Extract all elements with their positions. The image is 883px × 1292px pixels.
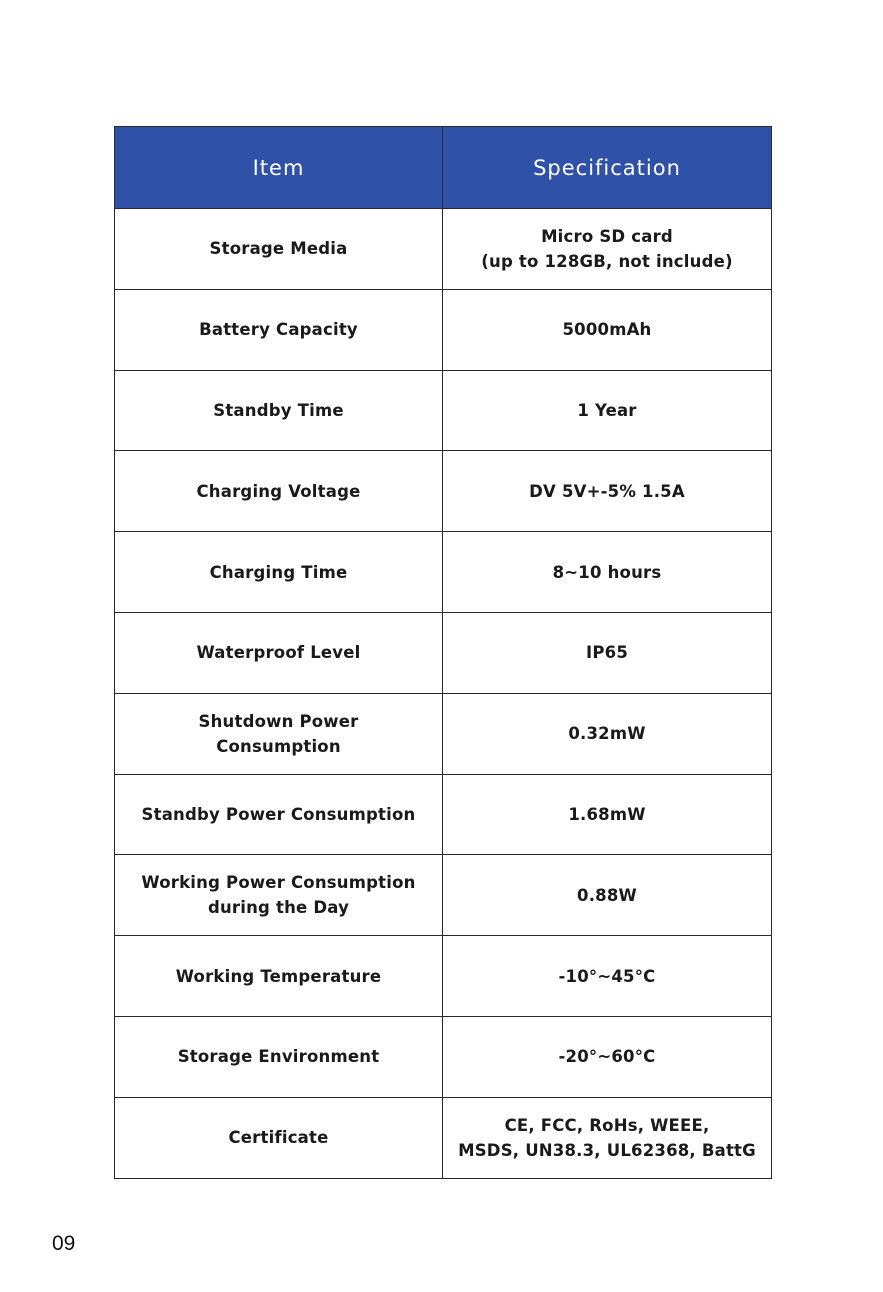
item-cell [115, 774, 443, 855]
item-text: Working Power Consumption [141, 873, 416, 893]
column-header-item: Item [115, 127, 443, 209]
table-row [115, 936, 772, 1017]
item-cell [115, 209, 443, 290]
spec-cell [443, 370, 772, 451]
item-text: Charging Time [209, 562, 348, 582]
item-text: Charging Voltage [196, 481, 361, 501]
item-text: Standby Power Consumption [141, 804, 416, 824]
item-text: Waterproof Level [196, 643, 361, 663]
spec-cell [443, 209, 772, 290]
item-text: Shutdown Power [198, 711, 359, 731]
spec-text: 0.32mW [568, 724, 646, 744]
spec-text: -20°~60°C [558, 1047, 656, 1067]
spec-cell [443, 936, 772, 1017]
item-cell [115, 532, 443, 613]
spec-cell [443, 532, 772, 613]
table-row [115, 209, 772, 290]
spec-text: IP65 [586, 643, 628, 663]
spec-cell [443, 1016, 772, 1097]
spec-text: 1 Year [577, 400, 637, 420]
spec-text: MSDS, UN38.3, UL62368, BattG [458, 1140, 756, 1160]
table-row [115, 1097, 772, 1178]
item-cell [115, 289, 443, 370]
spec-text: CE, FCC, RoHs, WEEE, [504, 1115, 710, 1135]
table-row [115, 370, 772, 451]
item-text: Storage Environment [177, 1047, 380, 1067]
spec-cell [443, 774, 772, 855]
item-cell [115, 1097, 443, 1178]
table-row [115, 451, 772, 532]
spec-cell [443, 1097, 772, 1178]
table-row [115, 774, 772, 855]
spec-cell [443, 855, 772, 936]
spec-text: 5000mAh [562, 320, 652, 340]
item-text: Battery Capacity [199, 320, 358, 340]
item-cell [115, 936, 443, 1017]
item-cell [115, 1016, 443, 1097]
item-cell [115, 451, 443, 532]
spec-cell [443, 612, 772, 693]
spec-text: (up to 128GB, not include) [481, 251, 733, 271]
table-row [115, 1016, 772, 1097]
item-cell [115, 370, 443, 451]
table-row [115, 693, 772, 774]
item-text: Storage Media [209, 239, 348, 259]
spec-cell [443, 693, 772, 774]
table-row [115, 289, 772, 370]
item-text: during the Day [207, 898, 350, 918]
item-text: Working Temperature [175, 966, 382, 986]
table-row [115, 855, 772, 936]
item-cell [115, 612, 443, 693]
item-text: Certificate [228, 1128, 329, 1148]
spec-text: -10°~45°C [558, 966, 656, 986]
item-text: Consumption [216, 736, 341, 756]
spec-cell [443, 289, 772, 370]
spec-text: DV 5V+-5% 1.5A [529, 481, 685, 501]
spec-text: 8~10 hours [552, 562, 662, 582]
item-cell [115, 855, 443, 936]
table-row [115, 532, 772, 613]
item-text: Standby Time [213, 400, 344, 420]
table-header-row [115, 127, 772, 209]
spec-cell [443, 451, 772, 532]
page-number: 09 [52, 1232, 76, 1255]
table-row [115, 612, 772, 693]
column-header-specification: Specification [443, 127, 772, 209]
table-body [115, 209, 772, 1179]
spec-text: Micro SD card [541, 226, 673, 246]
spec-table [114, 126, 772, 1179]
spec-text: 0.88W [577, 885, 637, 905]
spec-text: 1.68mW [568, 804, 646, 824]
item-cell [115, 693, 443, 774]
